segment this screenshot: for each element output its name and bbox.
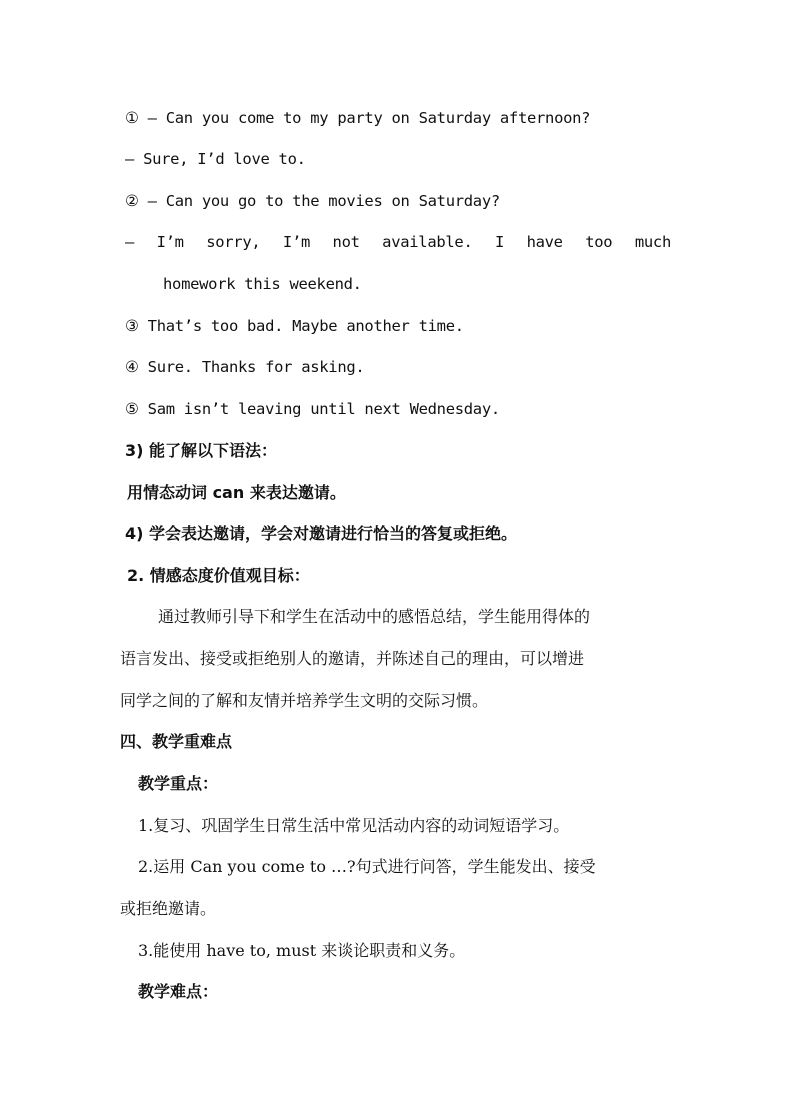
grammar-item-4: 4) 学会表达邀请，学会对邀请进行恰当的答复或拒绝。 bbox=[125, 524, 518, 543]
dialogue-4-text: Sure. Thanks for asking. bbox=[147, 358, 365, 376]
reply-word: I’m bbox=[156, 233, 184, 251]
dialogue-4-marker: ④ bbox=[125, 358, 139, 376]
dialogue-2-text: — Can you go to the movies on Saturday? bbox=[147, 192, 500, 210]
dialogue-1-reply-text: — Sure, I’d love to. bbox=[125, 150, 306, 168]
dialogue-3-text: That’s too bad. Maybe another time. bbox=[147, 317, 464, 335]
reply-word: I’m bbox=[282, 233, 311, 251]
reply-word: have bbox=[526, 233, 563, 251]
dialogue-4 bbox=[125, 356, 364, 378]
dialogue-2-reply-cont-text: homework this weekend. bbox=[163, 275, 362, 293]
grammar-item-3-title: 3) 能了解以下语法： bbox=[125, 441, 278, 460]
key-point-3: 3.能使用 have to, must 来谈论职责和义务。 bbox=[138, 941, 466, 960]
dialogue-1-reply bbox=[125, 148, 306, 170]
difficult-points-heading: 教学难点： bbox=[138, 982, 219, 1001]
emotion-paragraph-line-3: 同学之间的了解和友情并培养学生文明的交际习惯。 bbox=[120, 691, 489, 710]
grammar-item-3-body: 用情态动词 can 来表达邀请。 bbox=[127, 483, 346, 502]
reply-word: I bbox=[495, 233, 505, 251]
dialogue-3 bbox=[125, 315, 464, 337]
dialogue-1-text: — Can you come to my party on Saturday afternoon? bbox=[147, 109, 591, 127]
reply-word: too bbox=[585, 233, 613, 251]
reply-word: — bbox=[125, 233, 135, 251]
key-point-2-line-1: 2.运用 Can you come to …?句式进行问答，学生能发出、接受 bbox=[138, 857, 596, 876]
emotion-paragraph-line-1: 通过教师引导下和学生在活动中的感悟总结，学生能用得体的 bbox=[158, 607, 591, 626]
key-points-heading: 教学重点： bbox=[138, 774, 219, 793]
section-4-heading: 四、教学重难点 bbox=[120, 732, 233, 751]
dialogue-1 bbox=[125, 107, 590, 129]
dialogue-5-text: Sam isn’t leaving until next Wednesday. bbox=[147, 400, 500, 418]
dialogue-1-marker: ① bbox=[125, 109, 139, 127]
dialogue-5 bbox=[125, 398, 500, 420]
key-point-2-line-2: 或拒绝邀请。 bbox=[120, 899, 217, 918]
emotion-heading: 2. 情感态度价值观目标： bbox=[127, 566, 310, 585]
dialogue-3-marker: ③ bbox=[125, 317, 139, 335]
reply-word: sorry, bbox=[206, 233, 261, 251]
dialogue-2 bbox=[125, 190, 500, 212]
dialogue-2-reply bbox=[125, 231, 671, 253]
dialogue-2-reply-cont bbox=[163, 273, 362, 295]
reply-word: available. bbox=[382, 233, 473, 251]
emotion-paragraph-line-2: 语言发出、接受或拒绝别人的邀请，并陈述自己的理由，可以增进 bbox=[120, 649, 585, 668]
dialogue-5-marker: ⑤ bbox=[125, 400, 139, 418]
dialogue-2-marker: ② bbox=[125, 192, 139, 210]
reply-word: not bbox=[332, 233, 360, 251]
key-point-1: 1.复习、巩固学生日常生活中常见活动内容的动词短语学习。 bbox=[138, 816, 570, 835]
reply-word: much bbox=[634, 233, 671, 251]
